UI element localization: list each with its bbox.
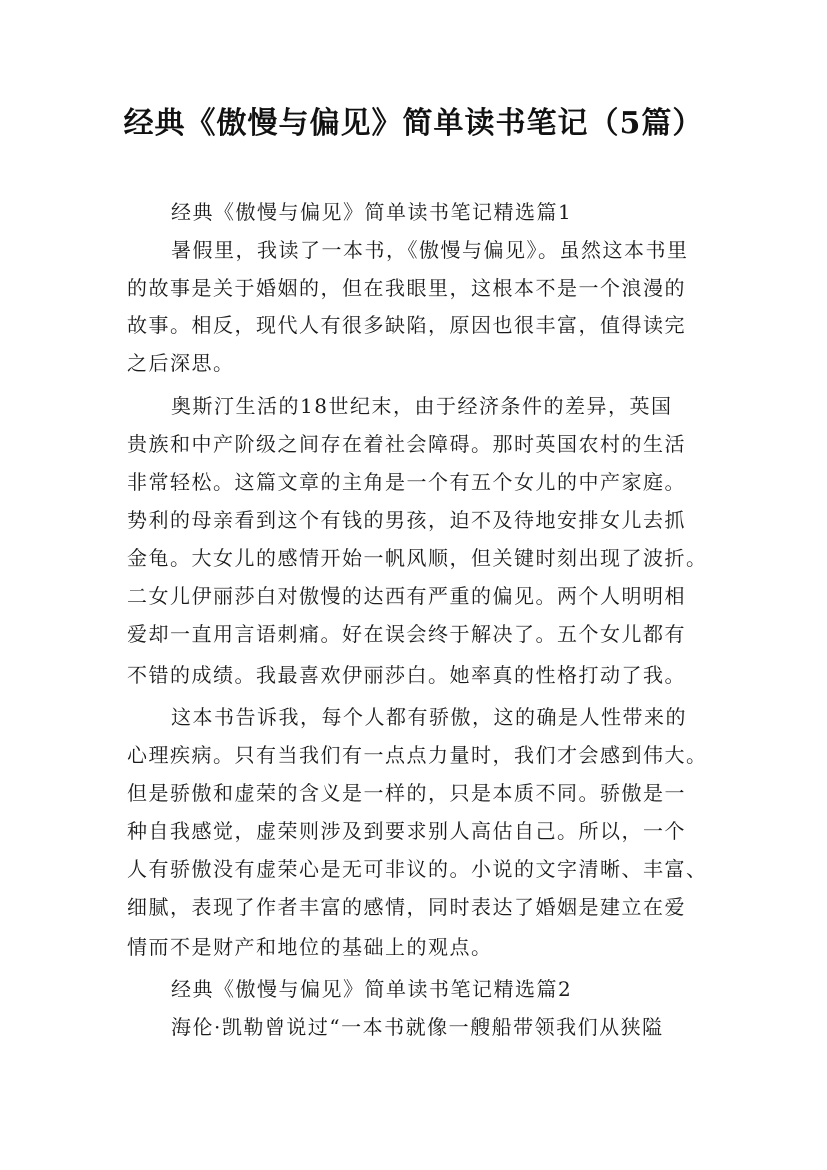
paragraph-line: 金龟。大女儿的感情开始一帆风顺，但关键时刻出现了波折。 [127, 546, 708, 570]
paragraph-line: 暑假里，我读了一本书，《傲慢与偏见》。虽然这本书里 [171, 238, 689, 262]
paragraph-line: 非常轻松。这篇文章的主角是一个有五个女儿的中产家庭。 [127, 470, 686, 494]
paragraph-line: 种自我感觉，虚荣则涉及到要求别人高估自己。所以，一个 [127, 819, 686, 843]
paragraph-line: 情而不是财产和地位的基础上的观点。 [127, 935, 493, 959]
paragraph-line: 爱却一直用言语刺痛。好在误会终于解决了。五个女儿都有 [127, 622, 686, 646]
paragraph-line: 心理疾病。只有当我们有一点点力量时，我们才会感到伟大。 [127, 743, 708, 767]
section-heading-1: 经典《傲慢与偏见》简单读书笔记精选篇1 [171, 200, 573, 224]
paragraph-line: 故事。相反，现代人有很多缺陷，原因也很丰富，值得读完 [127, 313, 686, 337]
paragraph-line: 海伦·凯勒曾说过“一本书就像一艘船带领我们从狭隘 [171, 1015, 664, 1039]
paragraph-line: 不错的成绩。我最喜欢伊丽莎白。她率真的性格打动了我。 [127, 663, 686, 687]
paragraph-line: 人有骄傲没有虚荣心是无可非议的。小说的文字清晰、丰富、 [127, 857, 708, 881]
section-heading-2: 经典《傲慢与偏见》简单读书笔记精选篇2 [171, 977, 573, 1001]
paragraph-line: 细腻，表现了作者丰富的感情，同时表达了婚姻是建立在爱 [127, 895, 686, 919]
paragraph-line: 之后深思。 [127, 351, 235, 375]
paragraph-line: 贵族和中产阶级之间存在着社会障碍。那时英国农村的生活 [127, 432, 686, 456]
paragraph-line: 奥斯汀生活的18世纪末，由于经济条件的差异，英国 [171, 394, 673, 418]
paragraph-line: 的故事是关于婚姻的，但在我眼里，这根本不是一个浪漫的 [127, 276, 686, 300]
paragraph-line: 二女儿伊丽莎白对傲慢的达西有严重的偏见。两个人明明相 [127, 584, 686, 608]
paragraph-line: 势利的母亲看到这个有钱的男孩，迫不及待地安排女儿去抓 [127, 508, 686, 532]
paragraph-line: 但是骄傲和虚荣的含义是一样的，只是本质不同。骄傲是一 [127, 781, 686, 805]
paragraph-line: 这本书告诉我，每个人都有骄傲，这的确是人性带来的 [171, 705, 687, 729]
document-title: 经典《傲慢与偏见》简单读书笔记（5篇） [123, 106, 704, 141]
